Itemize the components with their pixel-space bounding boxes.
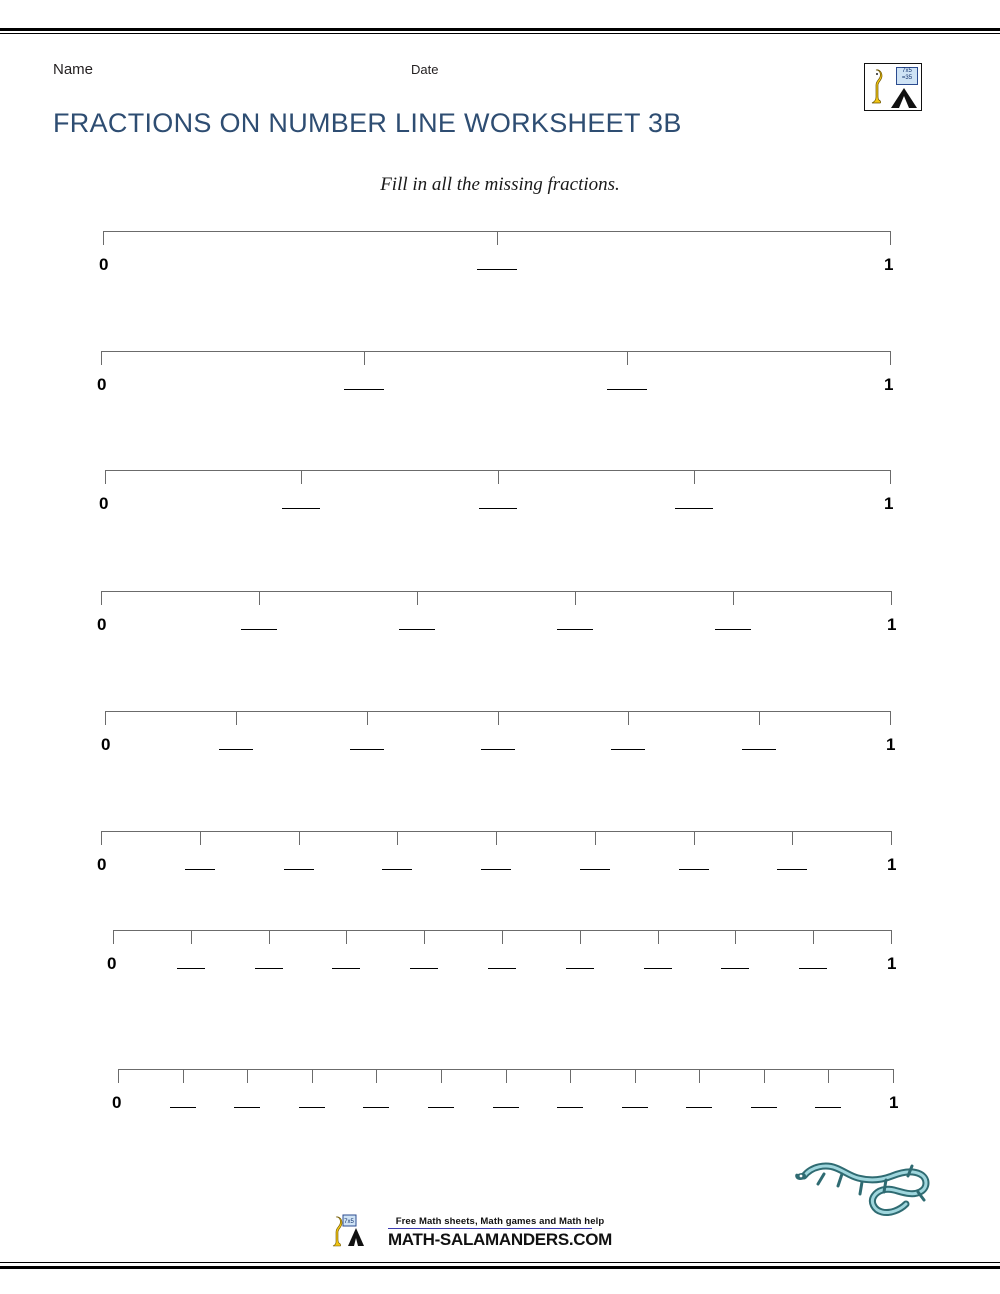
fraction-answer-blank[interactable] (679, 869, 709, 870)
label-one: 1 (884, 494, 894, 513)
tick-mark (635, 1069, 636, 1083)
tick-mark (735, 930, 736, 944)
tick-mark (890, 231, 891, 245)
tick-mark (733, 591, 734, 605)
fraction-answer-blank[interactable] (255, 968, 283, 969)
footer (0, 1216, 1000, 1250)
tick-mark (575, 591, 576, 605)
tick-mark (191, 930, 192, 944)
fraction-answer-blank[interactable] (721, 968, 749, 969)
top-rule-thin (0, 33, 1000, 34)
tick-mark (570, 1069, 571, 1083)
fraction-answer-blank[interactable] (185, 869, 215, 870)
fraction-answer-blank[interactable] (284, 869, 314, 870)
salamander-icon (868, 69, 884, 105)
tick-mark (502, 930, 503, 944)
fraction-answer-blank[interactable] (611, 749, 645, 750)
fraction-answer-blank[interactable] (219, 749, 253, 750)
tick-mark (236, 711, 237, 725)
fraction-answer-blank[interactable] (675, 508, 713, 509)
tick-mark (376, 1069, 377, 1083)
fraction-answer-blank[interactable] (493, 1107, 519, 1108)
fraction-answer-blank[interactable] (299, 1107, 325, 1108)
fraction-answer-blank[interactable] (428, 1107, 454, 1108)
label-zero: 0 (101, 735, 111, 754)
number-line-10 (107, 930, 897, 990)
tick-mark (694, 470, 695, 484)
top-rule-thick (0, 28, 1000, 31)
fraction-answer-blank[interactable] (363, 1107, 389, 1108)
tick-mark (113, 930, 114, 944)
fraction-answer-blank[interactable] (607, 389, 647, 390)
label-one: 1 (887, 855, 897, 874)
tick-mark (441, 1069, 442, 1083)
bottom-rule-thick (0, 1266, 1000, 1269)
tick-mark (759, 711, 760, 725)
fraction-answer-blank[interactable] (742, 749, 776, 750)
tick-mark (105, 711, 106, 725)
bottom-rule-thin (0, 1262, 1000, 1263)
footer-divider (388, 1228, 592, 1229)
tick-mark (890, 711, 891, 725)
tick-mark (417, 591, 418, 605)
fraction-answer-blank[interactable] (479, 508, 517, 509)
number-line-6 (101, 711, 896, 771)
logo-triangle-cut (899, 96, 909, 108)
tick-mark (498, 470, 499, 484)
fraction-answer-blank[interactable] (815, 1107, 841, 1108)
number-line-5 (97, 591, 897, 651)
fraction-answer-blank[interactable] (234, 1107, 260, 1108)
tick-mark (105, 470, 106, 484)
tick-mark (890, 470, 891, 484)
label-zero: 0 (97, 375, 107, 394)
tick-mark (364, 351, 365, 365)
footer-salamander-icon (330, 1214, 364, 1248)
label-one: 1 (886, 735, 896, 754)
lizard-illustration (790, 1148, 950, 1218)
number-line-2 (99, 231, 894, 291)
equation-badge: 7x5 =35 (896, 67, 918, 85)
tick-mark (269, 930, 270, 944)
tick-mark (301, 470, 302, 484)
fraction-answer-blank[interactable] (477, 269, 517, 270)
tick-mark (792, 831, 793, 845)
tick-mark (259, 591, 260, 605)
tick-mark (498, 711, 499, 725)
fraction-answer-blank[interactable] (686, 1107, 712, 1108)
label-one: 1 (887, 954, 897, 973)
fraction-answer-blank[interactable] (350, 749, 384, 750)
fraction-answer-blank[interactable] (799, 968, 827, 969)
tick-mark (346, 930, 347, 944)
fraction-answer-blank[interactable] (566, 968, 594, 969)
fraction-answer-blank[interactable] (410, 968, 438, 969)
fraction-answer-blank[interactable] (557, 1107, 583, 1108)
label-one: 1 (884, 375, 894, 394)
tick-mark (506, 1069, 507, 1083)
axis-line (101, 591, 891, 592)
tick-mark (397, 831, 398, 845)
label-zero: 0 (99, 494, 109, 513)
axis-line (101, 351, 890, 352)
fraction-answer-blank[interactable] (715, 629, 751, 630)
tick-mark (891, 831, 892, 845)
name-label: Name (53, 61, 94, 78)
tick-mark (101, 351, 102, 365)
tick-mark (580, 930, 581, 944)
tick-mark (828, 1069, 829, 1083)
footer-site: MATH-SALAMANDERS.COM (387, 1230, 613, 1249)
fraction-answer-blank[interactable] (332, 968, 360, 969)
tick-mark (200, 831, 201, 845)
tick-mark (247, 1069, 248, 1083)
svg-text:7x5: 7x5 (344, 1219, 354, 1225)
fraction-answer-blank[interactable] (481, 749, 515, 750)
page-title: FRACTIONS ON NUMBER LINE WORKSHEET 3B (53, 108, 682, 138)
fraction-answer-blank[interactable] (344, 389, 384, 390)
fraction-answer-blank[interactable] (399, 629, 435, 630)
label-zero: 0 (107, 954, 117, 973)
number-line-3 (97, 351, 894, 411)
tick-mark (183, 1069, 184, 1083)
fraction-answer-blank[interactable] (382, 869, 412, 870)
tick-mark (101, 831, 102, 845)
fraction-answer-blank[interactable] (751, 1107, 777, 1108)
tick-mark (101, 591, 102, 605)
tick-mark (103, 231, 104, 245)
tick-mark (424, 930, 425, 944)
label-one: 1 (884, 255, 894, 274)
fraction-answer-blank[interactable] (177, 968, 205, 969)
fraction-answer-blank[interactable] (488, 968, 516, 969)
fraction-answer-blank[interactable] (557, 629, 593, 630)
tick-mark (891, 591, 892, 605)
tick-mark (893, 1069, 894, 1083)
tick-mark (299, 831, 300, 845)
number-line-8 (97, 831, 897, 891)
tick-mark (694, 831, 695, 845)
tick-mark (627, 351, 628, 365)
fraction-answer-blank[interactable] (644, 968, 672, 969)
fraction-answer-blank[interactable] (777, 869, 807, 870)
tick-mark (699, 1069, 700, 1083)
tick-mark (891, 930, 892, 944)
tick-mark (312, 1069, 313, 1083)
fraction-answer-blank[interactable] (580, 869, 610, 870)
number-line-4 (99, 470, 894, 530)
tick-mark (764, 1069, 765, 1083)
fraction-answer-blank[interactable] (481, 869, 511, 870)
label-one: 1 (887, 615, 897, 634)
tick-mark (890, 351, 891, 365)
number-line-12 (112, 1069, 899, 1129)
date-label: Date (411, 62, 439, 77)
label-one: 1 (889, 1093, 899, 1112)
tick-mark (658, 930, 659, 944)
fraction-answer-blank[interactable] (282, 508, 320, 509)
tick-mark (496, 831, 497, 845)
tick-mark (367, 711, 368, 725)
fraction-answer-blank[interactable] (622, 1107, 648, 1108)
tick-mark (595, 831, 596, 845)
math-salamanders-logo (864, 63, 922, 111)
fraction-answer-blank[interactable] (241, 629, 277, 630)
tick-mark (628, 711, 629, 725)
tick-mark (118, 1069, 119, 1083)
label-zero: 0 (112, 1093, 122, 1112)
footer-tagline: Free Math sheets, Math games and Math help (395, 1216, 605, 1227)
instruction-text: Fill in all the missing fractions. (380, 174, 620, 195)
tick-mark (497, 231, 498, 245)
label-zero: 0 (97, 615, 107, 634)
fraction-answer-blank[interactable] (170, 1107, 196, 1108)
label-zero: 0 (97, 855, 107, 874)
tick-mark (813, 930, 814, 944)
label-zero: 0 (99, 255, 109, 274)
